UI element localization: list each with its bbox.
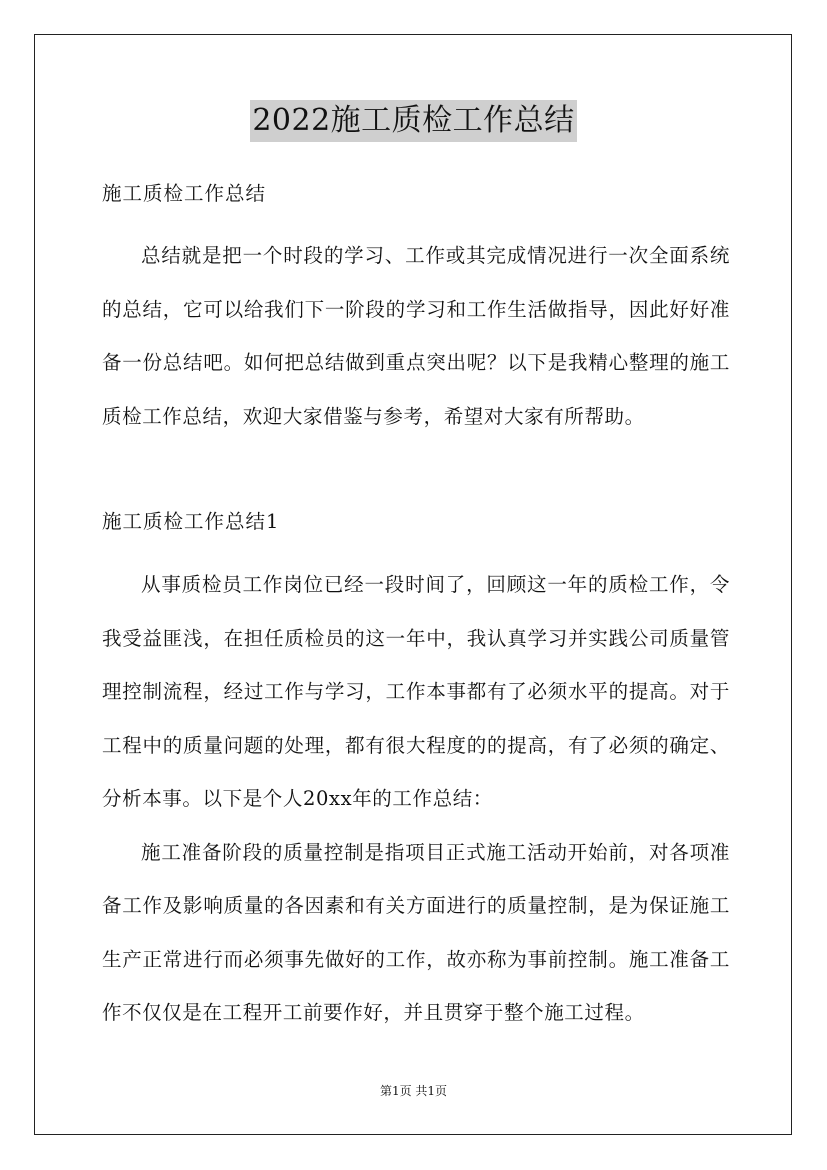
title-container xyxy=(0,100,827,142)
intro-heading: 施工质检工作总结 xyxy=(102,182,267,205)
intro-paragraph: 总结就是把一个时段的学习、工作或其完成情况进行一次全面系统的总结，它可以给我们下一阶段的学习和工作生活做指导，因此好好准备一份总结吧。如何把总结做到重点突出呢？以下是我精心整理的施工质检工作总结，欢迎大家借鉴与参考，希望对大家有所帮助。 xyxy=(102,244,730,428)
document-body xyxy=(102,178,730,1040)
section1-paragraph-2: 施工准备阶段的质量控制是指项目正式施工活动开始前，对各项准备工作及影响质量的各因素和有关方面进行的质量控制，是为保证施工生产正常进行而必须事先做好的工作，故亦称为事前控制。施工准备工作不仅仅是在工程开工前要作好，并且贯穿于整个施工过程。 xyxy=(102,840,730,1024)
document-title: 2022施工质检工作总结 xyxy=(250,100,576,142)
section1-heading: 施工质检工作总结1 xyxy=(102,510,280,533)
page-number: 第1页 共1页 xyxy=(379,1084,448,1098)
section1-paragraph-1: 从事质检员工作岗位已经一段时间了，回顾这一年的质检工作，令我受益匪浅，在担任质检员的这一年中，我认真学习并实践公司质量管理控制流程，经过工作与学习，工作本事都有了必须水平的提高。对于工程中的质量问题的处理，都有很大程度的的提高，有了必须的确定、分析本事。以下是个人20xx年的工作总结： xyxy=(102,573,730,810)
page-footer xyxy=(0,1083,827,1099)
